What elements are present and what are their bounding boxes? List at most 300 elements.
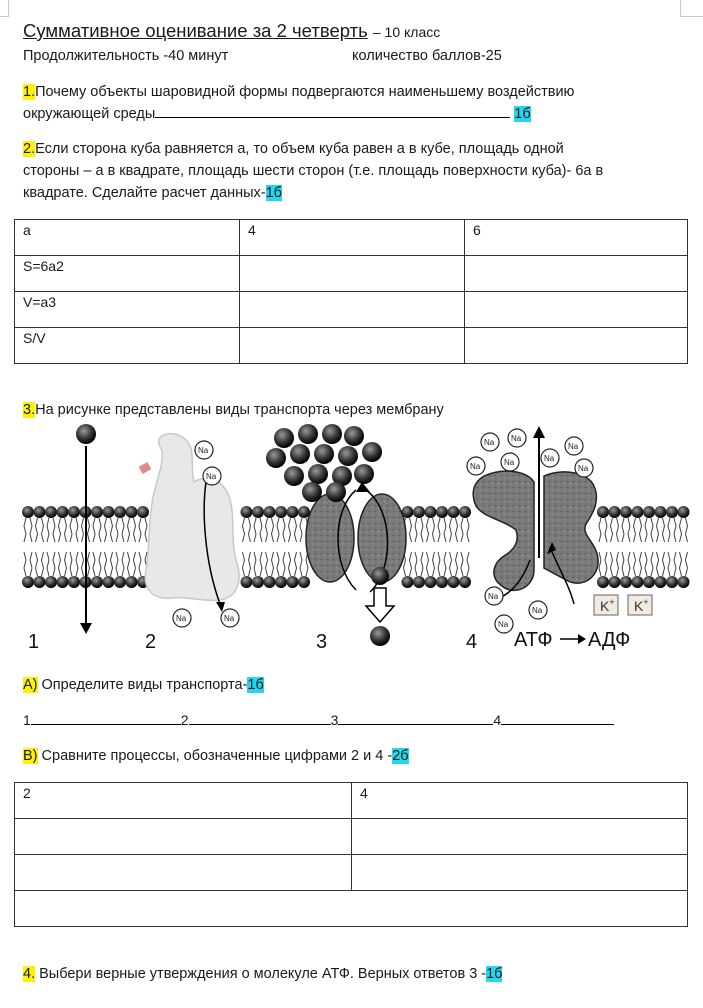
lipid-head: [287, 576, 299, 588]
lipid-tail: [628, 518, 630, 542]
lipid-tail: [461, 552, 463, 576]
lipid-tail: [410, 518, 412, 542]
lipid-tail: [249, 552, 251, 576]
question-4-number: 4.: [23, 966, 36, 982]
table-cell-answer[interactable]: [240, 256, 465, 292]
potassium-label: K: [634, 598, 644, 614]
lipid-tail: [53, 552, 55, 576]
table-row: [15, 256, 688, 292]
lipid-tail: [605, 552, 607, 576]
svg-text:Na: Na: [568, 442, 579, 451]
lipid-tail: [111, 552, 113, 576]
lipid-tail: [410, 552, 412, 576]
blank-number-4: 4: [493, 712, 502, 728]
answer-blank-4[interactable]: [501, 712, 614, 725]
table-cell-answer[interactable]: [465, 256, 688, 292]
lipid-tail: [30, 552, 32, 576]
lipid-tail: [59, 552, 61, 576]
table-cell-answer[interactable]: [15, 819, 352, 855]
lipid-head: [103, 506, 115, 518]
answer-blank-2[interactable]: [189, 712, 331, 725]
table-cell: S=6a2: [15, 256, 240, 292]
lipid-tail: [139, 518, 141, 542]
table-header-cell: 2: [15, 783, 352, 819]
table-cell-answer[interactable]: [15, 855, 352, 891]
lipid-head: [287, 506, 299, 518]
lipid-tail: [134, 518, 136, 542]
page-corner-mark-right: [680, 0, 681, 16]
lipid-tail: [617, 552, 619, 576]
potassium-label: K: [600, 598, 610, 614]
molecule-ball: [371, 567, 389, 585]
table-cell: V=a3: [15, 292, 240, 328]
molecule-ball: [302, 482, 322, 502]
question-1-number: 1.: [23, 84, 36, 100]
lipid-tail: [76, 552, 78, 576]
lipid-tail: [668, 552, 670, 576]
lipid-head: [275, 506, 287, 518]
figure-label-4: 4: [466, 631, 478, 653]
lipid-tail: [128, 518, 130, 542]
lipid-tail: [295, 552, 297, 576]
lipid-head: [68, 506, 80, 518]
lipid-tail: [634, 518, 636, 542]
lipid-head: [114, 506, 126, 518]
lipid-head: [678, 506, 690, 518]
lipid-tail: [260, 552, 262, 576]
sodium-ion: [195, 441, 213, 459]
lipid-head: [91, 576, 103, 588]
table-cell-answer[interactable]: [465, 292, 688, 328]
lipid-tail: [628, 552, 630, 576]
lipid-tail: [283, 552, 285, 576]
part-a-blanks: [23, 712, 614, 728]
table-cell: а: [15, 220, 240, 256]
lipid-tail: [289, 518, 291, 542]
table-cell: 6: [465, 220, 688, 256]
lipid-tail: [30, 518, 32, 542]
lipid-tail: [622, 552, 624, 576]
lipid-tail: [277, 552, 279, 576]
molecule-ball: [362, 442, 382, 462]
lipid-tail: [415, 518, 417, 542]
lipid-tail: [427, 518, 429, 542]
lipid-tail: [260, 518, 262, 542]
lipid-tail: [421, 552, 423, 576]
svg-text:K+: K+: [600, 597, 615, 614]
table-row: [15, 819, 688, 855]
page-corner-mark-right-h: [680, 16, 703, 17]
sodium-ion: [173, 609, 191, 627]
part-a-line: [23, 677, 264, 693]
figure-label-1: 1: [28, 631, 40, 653]
lipid-tail: [300, 552, 302, 576]
lipid-tail: [254, 518, 256, 542]
table-row: [15, 891, 688, 927]
molecule-ball: [326, 482, 346, 502]
molecule-ball: [266, 448, 286, 468]
lipid-tail: [611, 518, 613, 542]
lipid-tail: [640, 552, 642, 576]
question-1-line-1: [23, 84, 574, 100]
question-1-text-2: окружающей среды: [23, 106, 156, 122]
arrowhead: [216, 602, 225, 612]
lipid-tail: [116, 518, 118, 542]
lipid-tail: [674, 552, 676, 576]
sodium-ion: [529, 601, 547, 619]
lipid-head: [632, 576, 644, 588]
molecule-ball: [298, 424, 318, 444]
lipid-tail: [415, 552, 417, 576]
part-b-text: Сравните процессы, обозначенные цифрами 2 и 4 -: [37, 748, 393, 764]
figure-label-2: 2: [145, 631, 157, 653]
lipid-tail: [266, 552, 268, 576]
svg-text:Na: Na: [532, 606, 543, 615]
molecule-ball: [370, 626, 390, 646]
lipid-tail: [70, 518, 72, 542]
lipid-head: [609, 506, 621, 518]
table-cell: 4: [240, 220, 465, 256]
question-4-text: Выбери верные утверждения о молекуле АТФ. Верных ответов 3 -: [35, 966, 487, 982]
molecule-ball: [344, 426, 364, 446]
lipid-tail: [599, 518, 601, 542]
molecule-ball: [314, 444, 334, 464]
lipid-tail: [657, 552, 659, 576]
lipid-head: [425, 576, 437, 588]
lipid-tail: [105, 552, 107, 576]
lipid-tail: [686, 552, 688, 576]
svg-text:Na: Na: [504, 458, 515, 467]
lipid-tail: [599, 552, 601, 576]
sodium-ion: [481, 433, 499, 451]
lipid-tail: [243, 552, 245, 576]
channel-protein: [145, 434, 239, 601]
part-a-letter: А): [23, 677, 38, 693]
lipid-tail: [65, 518, 67, 542]
lipid-tail: [93, 552, 95, 576]
lipid-head: [241, 506, 253, 518]
lipid-tail: [668, 518, 670, 542]
blank-number-1: 1: [23, 712, 31, 728]
carrier-down-arrow: [366, 588, 394, 622]
svg-text:Na: Na: [578, 464, 589, 473]
lipid-head: [252, 506, 264, 518]
lipid-tail: [300, 518, 302, 542]
protein-marker: [139, 462, 152, 474]
lipid-head: [655, 576, 667, 588]
molecule-ball: [338, 446, 358, 466]
lipid-tail: [467, 552, 469, 576]
lipid-head: [666, 506, 678, 518]
figure-label-3: 3: [316, 631, 328, 653]
molecule-ball: [354, 464, 374, 484]
lipid-tail: [277, 518, 279, 542]
sodium-ion: [508, 429, 526, 447]
lipid-tail: [611, 552, 613, 576]
sodium-ion: [221, 609, 239, 627]
lipid-head: [459, 576, 471, 588]
table-row: [15, 220, 688, 256]
lipid-tail: [450, 518, 452, 542]
lipid-tail: [686, 518, 688, 542]
table-cell-answer[interactable]: [240, 292, 465, 328]
lipid-head: [45, 506, 57, 518]
svg-text:Na: Na: [511, 434, 522, 443]
lipid-head: [643, 576, 655, 588]
lipid-tail: [53, 518, 55, 542]
potassium-box-1: [594, 595, 618, 615]
lipid-head: [252, 576, 264, 588]
lipid-tail: [640, 518, 642, 542]
lipid-tail: [456, 552, 458, 576]
lipid-tail: [680, 518, 682, 542]
lipid-tail: [605, 518, 607, 542]
title-text: Суммативное оценивание за 2 четверть: [23, 20, 368, 41]
blank-number-3: 3: [330, 712, 339, 728]
lipid-head: [666, 576, 678, 588]
lipid-tail: [433, 518, 435, 542]
lipid-head: [436, 506, 448, 518]
lipid-tail: [88, 518, 90, 542]
lipid-tail: [59, 518, 61, 542]
molecule-ball: [322, 424, 342, 444]
lipid-tail: [272, 552, 274, 576]
sodium-ion: [467, 457, 485, 475]
lipid-tail: [76, 518, 78, 542]
question-2-text-3: квадрате. Сделайте расчет данных-: [23, 185, 266, 201]
lipid-tail: [249, 518, 251, 542]
lipid-head: [114, 576, 126, 588]
sodium-ion: [575, 459, 593, 477]
lipid-head: [34, 576, 46, 588]
lipid-head: [137, 506, 149, 518]
lipid-tail: [70, 552, 72, 576]
lipid-tail: [622, 518, 624, 542]
lipid-tail: [42, 552, 44, 576]
lipid-tail: [122, 518, 124, 542]
lipid-tail: [24, 518, 26, 542]
part-b-table: [14, 782, 688, 927]
membrane-transport-figure: [14, 420, 694, 656]
svg-text:K+: K+: [634, 597, 649, 614]
question-2-line-1: [23, 141, 564, 157]
lipid-tail: [433, 552, 435, 576]
question-1-line-2: [23, 105, 531, 122]
lipid-head: [459, 506, 471, 518]
grade-text: – 10 класс: [372, 24, 441, 40]
question-3-text: На рисунке представлены виды транспорта через мембрану: [35, 402, 444, 418]
svg-text:Na: Na: [224, 614, 235, 623]
part-a-score: 1б: [247, 677, 264, 693]
lipid-tail: [36, 552, 38, 576]
question-4-score: 1б: [486, 966, 503, 982]
lipid-tail: [461, 518, 463, 542]
lipid-tail: [24, 552, 26, 576]
lipid-head: [22, 576, 34, 588]
lipid-head: [264, 506, 276, 518]
sodium-ion: [495, 615, 513, 633]
question-1-score: 1б: [514, 106, 531, 122]
table-row: [15, 783, 688, 819]
question-2-score: 1б: [265, 185, 282, 201]
question-4-line: [23, 966, 502, 982]
lipid-head: [103, 576, 115, 588]
question-1-answer-line[interactable]: [155, 105, 510, 118]
lipid-head: [241, 576, 253, 588]
svg-text:Na: Na: [206, 472, 217, 481]
blank-number-2: 2: [180, 712, 189, 728]
duration-text: Продолжительность -40 минут: [23, 48, 229, 64]
question-3-line: [23, 402, 444, 418]
lipid-head: [609, 576, 621, 588]
svg-text:Na: Na: [484, 438, 495, 447]
lipid-head: [597, 576, 609, 588]
table-cell-answer[interactable]: [465, 328, 688, 364]
table-cell-answer[interactable]: [352, 819, 688, 855]
arrowhead: [578, 634, 586, 644]
lipid-tail: [272, 518, 274, 542]
lipid-tail: [645, 518, 647, 542]
lipid-head: [22, 506, 34, 518]
lipid-tail: [421, 518, 423, 542]
table-cell-answer[interactable]: [240, 328, 465, 364]
lipid-head: [620, 506, 632, 518]
table-cell-answer[interactable]: [15, 891, 688, 927]
lipid-tail: [617, 518, 619, 542]
svg-text:Na: Na: [488, 592, 499, 601]
lipid-head: [45, 576, 57, 588]
lipid-head: [436, 576, 448, 588]
lipid-tail: [651, 552, 653, 576]
lipid-tail: [427, 552, 429, 576]
molecule-ball: [76, 424, 96, 444]
lipid-head: [57, 506, 69, 518]
lipid-tail: [444, 552, 446, 576]
lipid-tail: [65, 552, 67, 576]
svg-text:Na: Na: [470, 462, 481, 471]
lipid-head: [413, 576, 425, 588]
lipid-head: [643, 506, 655, 518]
lipid-tail: [645, 552, 647, 576]
lipid-head: [68, 576, 80, 588]
lipid-head: [34, 506, 46, 518]
lipid-head: [402, 576, 414, 588]
lipid-tail: [289, 552, 291, 576]
lipid-tail: [674, 518, 676, 542]
table-row: [15, 855, 688, 891]
page-corner-mark-left-h: [0, 16, 9, 17]
sodium-ion: [203, 467, 221, 485]
table-row: [15, 328, 688, 364]
atp-label: АТФ: [514, 629, 553, 651]
molecule-ball: [308, 464, 328, 484]
question-2-text-1: Если сторона куба равняется а, то объем куба равен а в кубе, площадь одной: [35, 141, 564, 157]
sodium-ion: [565, 437, 583, 455]
sodium-ion: [541, 449, 559, 467]
lipid-tail: [36, 518, 38, 542]
lipid-tail: [254, 552, 256, 576]
lipid-tail: [99, 552, 101, 576]
lipid-tail: [82, 518, 84, 542]
lipid-head: [275, 576, 287, 588]
lipid-tail: [266, 518, 268, 542]
lipid-tail: [243, 518, 245, 542]
sodium-ion: [501, 453, 519, 471]
lipid-head: [91, 506, 103, 518]
lipid-head: [126, 506, 138, 518]
lipid-tail: [145, 518, 147, 542]
part-b-line: [23, 748, 409, 764]
lipid-tail: [657, 518, 659, 542]
lipid-tail: [105, 518, 107, 542]
part-b-letter: В): [23, 748, 38, 764]
lipid-tail: [47, 552, 49, 576]
molecule-ball: [284, 466, 304, 486]
lipid-tail: [438, 552, 440, 576]
arrowhead: [80, 623, 92, 634]
molecule-ball: [274, 428, 294, 448]
table-cell-answer[interactable]: [352, 855, 688, 891]
question-2-table: [14, 219, 688, 364]
lipid-head: [298, 506, 310, 518]
lipid-tail: [111, 518, 113, 542]
question-2-text-2: стороны – а в квадрате, площадь шести сторон (т.е. площадь поверхности куба)- 6а в: [23, 163, 604, 179]
svg-text:Na: Na: [198, 446, 209, 455]
arrowhead: [533, 426, 545, 438]
question-2-number: 2.: [23, 141, 36, 157]
lipid-tail: [456, 518, 458, 542]
lipid-tail: [467, 518, 469, 542]
lipid-head: [620, 576, 632, 588]
carrier-protein: [306, 494, 406, 582]
lipid-tail: [47, 518, 49, 542]
question-2-line-3: [23, 185, 282, 201]
lipid-tail: [93, 518, 95, 542]
table-header-cell: 4: [352, 783, 688, 819]
points-text: количество баллов-25: [352, 48, 502, 64]
lipid-tail: [444, 518, 446, 542]
lipid-head: [57, 576, 69, 588]
lipid-tail: [634, 552, 636, 576]
lipid-tail: [651, 518, 653, 542]
lipid-head: [448, 506, 460, 518]
page-title: [23, 20, 440, 42]
lipid-tail: [99, 518, 101, 542]
adp-label: АДФ: [588, 629, 631, 651]
lipid-head: [632, 506, 644, 518]
lipid-tail: [680, 552, 682, 576]
lipid-head: [264, 576, 276, 588]
answer-blank-1[interactable]: [31, 712, 181, 725]
sodium-potassium-pump: [473, 471, 598, 590]
lipid-tail: [88, 552, 90, 576]
answer-blank-3[interactable]: [338, 712, 493, 725]
lipid-tail: [42, 518, 44, 542]
table-cell: S/V: [15, 328, 240, 364]
lipid-tail: [450, 552, 452, 576]
lipid-head: [298, 576, 310, 588]
lipid-tail: [438, 518, 440, 542]
page-corner-mark-left: [8, 0, 9, 16]
table-row: [15, 292, 688, 328]
lipid-tail: [283, 518, 285, 542]
lipid-head: [448, 576, 460, 588]
svg-text:Na: Na: [544, 454, 555, 463]
question-1-text: Почему объекты шаровидной формы подвергаются наименьшему воздействию: [35, 84, 575, 100]
lipid-head: [678, 576, 690, 588]
lipid-tail: [122, 552, 124, 576]
lipid-tail: [139, 552, 141, 576]
